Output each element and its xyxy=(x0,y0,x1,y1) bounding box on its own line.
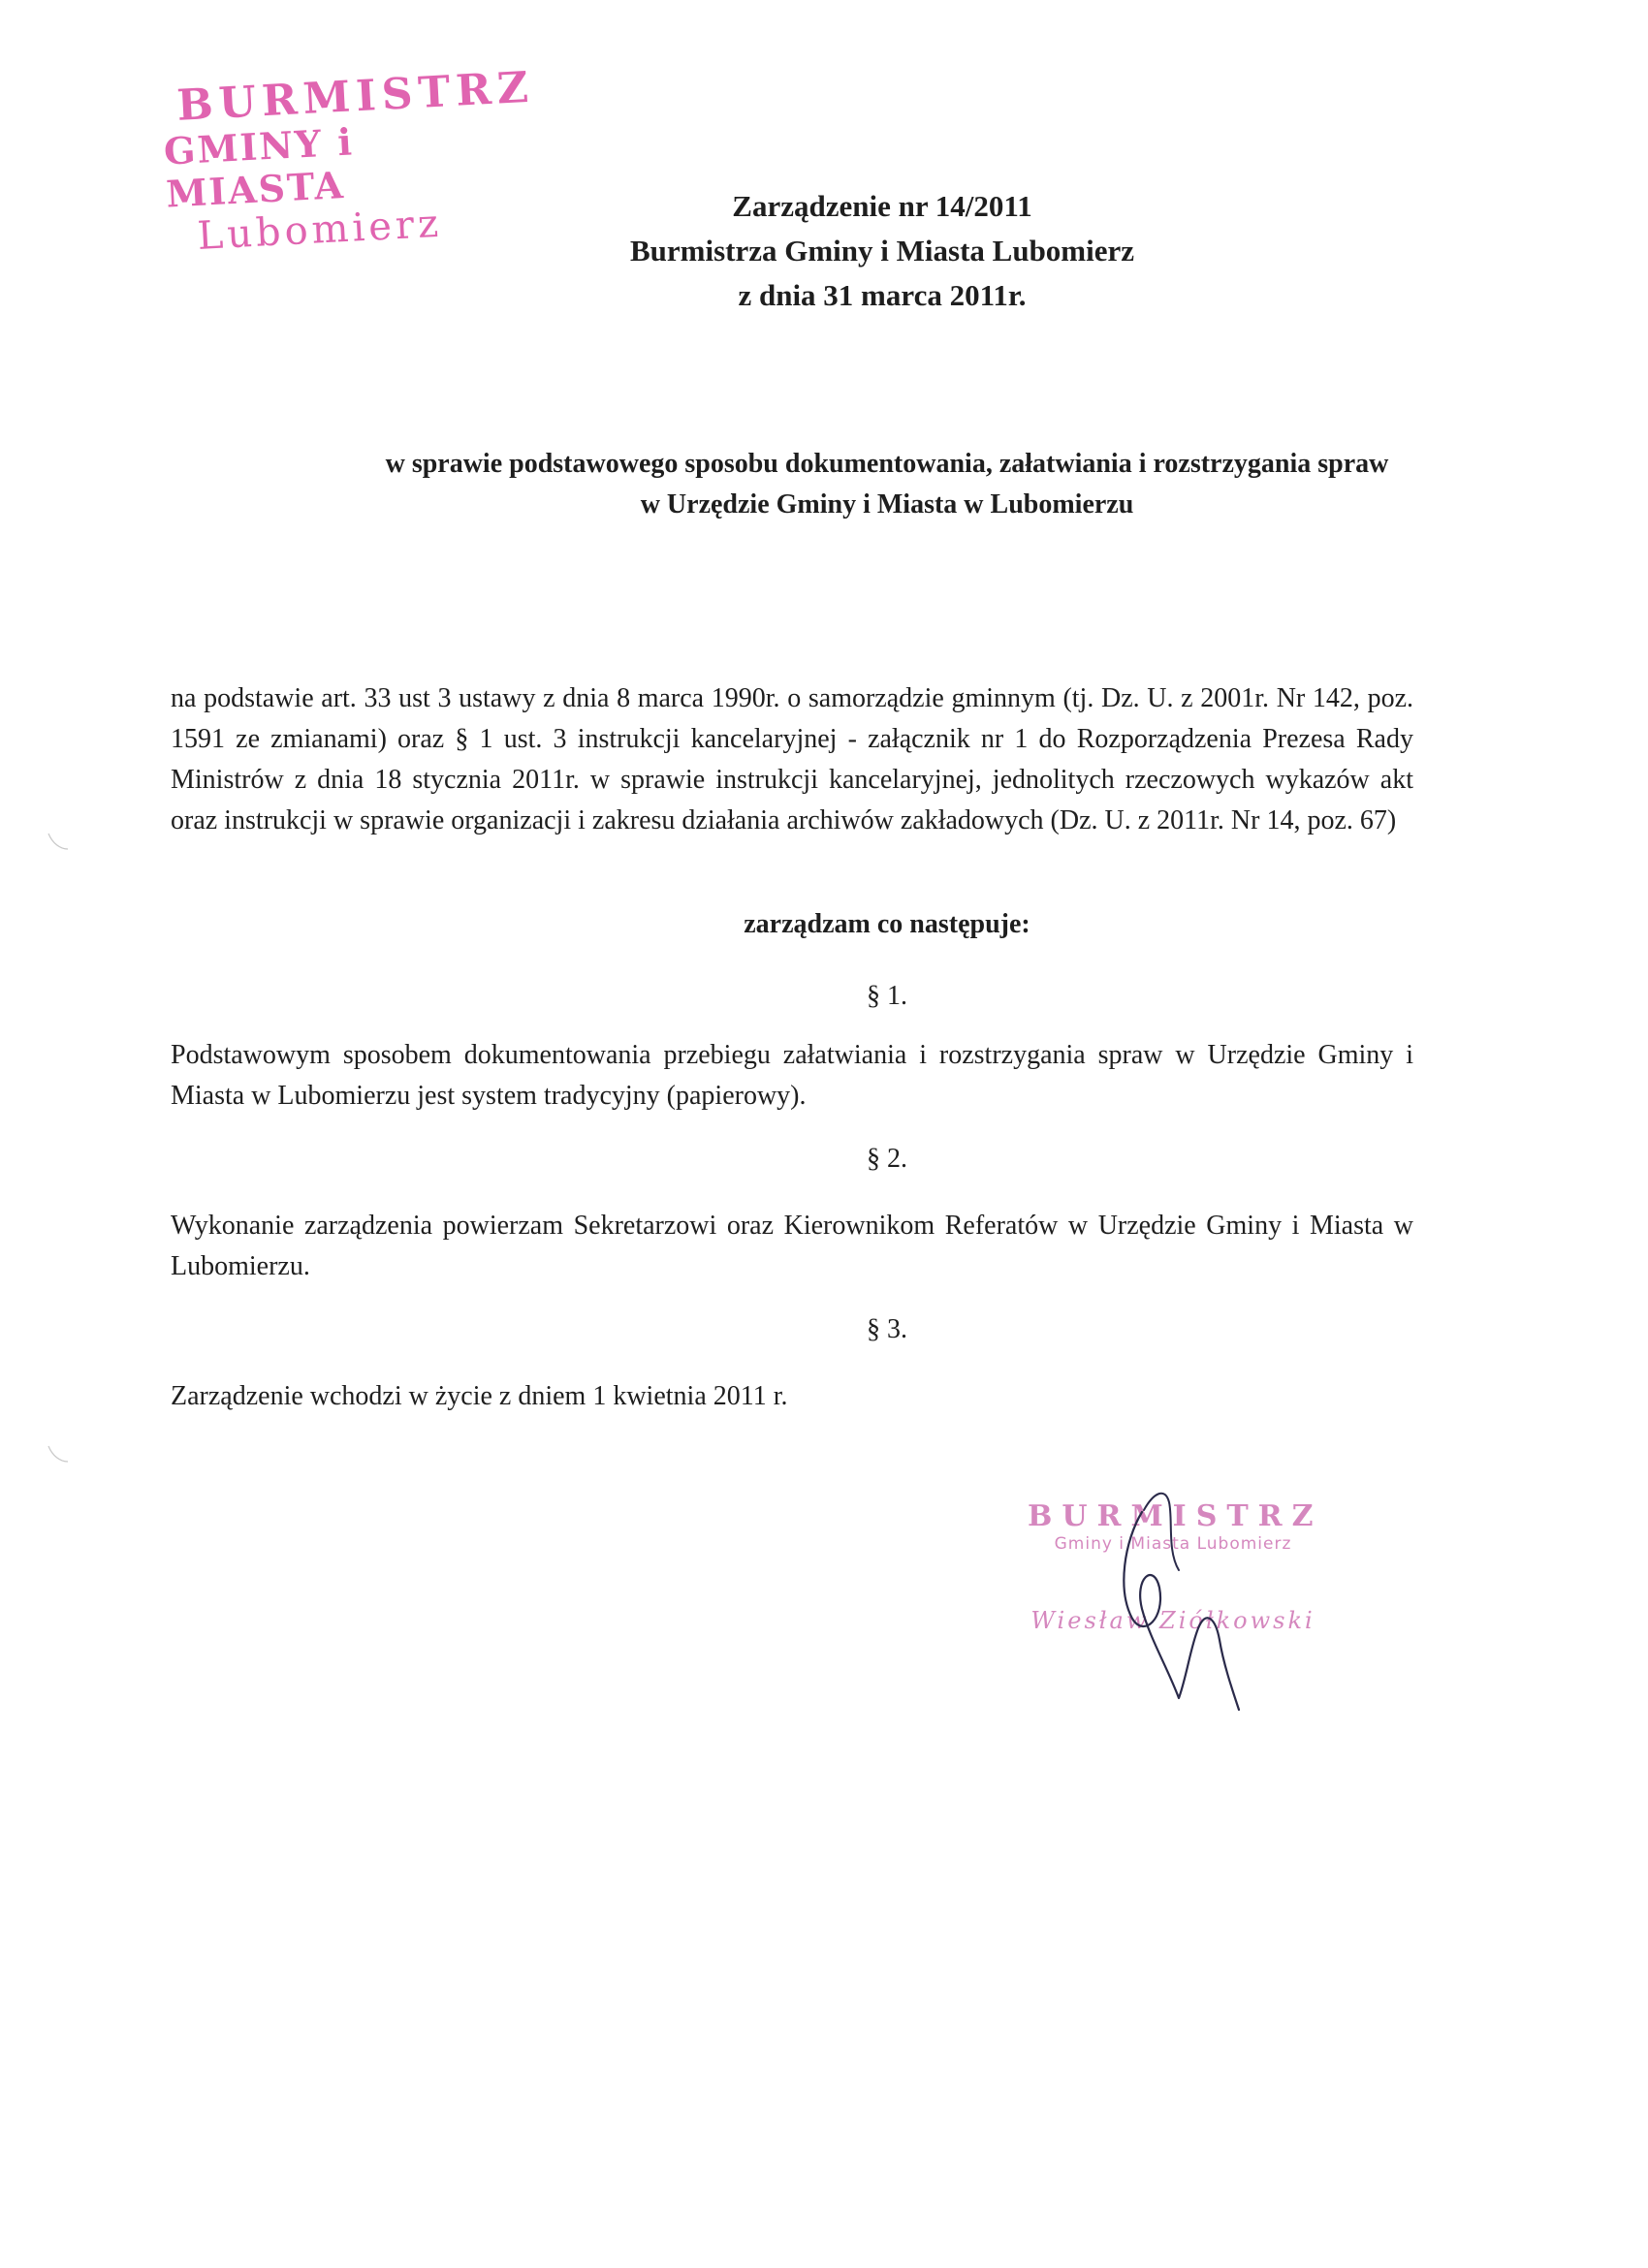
decree-line: zarządzam co następuje: xyxy=(744,909,1030,939)
legal-basis-paragraph: na podstawie art. 33 ust 3 ustawy z dnia 8 marca 1990r. o samorządzie gminnym (tj. Dz. U. z 2001r. Nr 142, poz. 1591 ze zmianami) oraz § 1 ust. 3 instrukcji kancelaryjnej - załącznik nr 1 do Rozporządzenia Prezesa Rady Ministrów z dnia 18 stycznia 2011r. w sprawie instrukcji kancelaryjnej, jednolitych rzeczowych wykazów akt oraz instrukcji w sprawie organizacji i zakresu działania archiwów zakładowych (Dz. U. z 2011r. Nr 14, poz. 67) xyxy=(171,683,1413,835)
section-1-heading: § 1. xyxy=(867,981,907,1011)
punch-mark-icon xyxy=(47,830,70,853)
subject-line-2: w Urzędzie Gminy i Miasta w Lubomierzu xyxy=(640,489,1134,520)
document-title xyxy=(0,184,1648,318)
title-line-1: Zarządzenie nr 14/2011 xyxy=(732,189,1032,223)
title-line-3: z dnia 31 marca 2011r. xyxy=(738,278,1027,312)
section-1-text: Podstawowym sposobem dokumentowania przebiegu załatwiania i rozstrzygania spraw w Urzędzie Gminy i Miasta w Lubomierzu jest system tradycyjny (papierowy). xyxy=(171,1040,1413,1111)
section-3-heading: § 3. xyxy=(867,1314,907,1344)
stamp-line-1: BURMISTRZ xyxy=(175,62,536,131)
stamp-line-3: Lubomierz xyxy=(196,201,444,259)
signature-stamp-line-1: BURMISTRZ xyxy=(1028,1499,1323,1533)
title-line-2: Burmistrza Gminy i Miasta Lubomierz xyxy=(629,234,1135,268)
document-subject xyxy=(0,444,1648,525)
section-2-text: Wykonanie zarządzenia powierzam Sekretarzowi oraz Kierownikom Referatów w Urzędzie Gminy i Miasta w Lubomierzu. xyxy=(171,1211,1413,1281)
section-3-text: Zarządzenie wchodzi w życie z dniem 1 kwietnia 2011 r. xyxy=(171,1381,788,1411)
section-2-heading: § 2. xyxy=(867,1144,907,1174)
subject-line-1: w sprawie podstawowego sposobu dokumentowania, załatwiania i rozstrzygania spraw xyxy=(385,449,1389,479)
signature-stamp-line-2: Gminy i Miasta Lubomierz xyxy=(1054,1534,1292,1554)
signature-stamp-name: Wiesław Ziółkowski xyxy=(1030,1607,1315,1634)
handwritten-signature xyxy=(1086,1473,1280,1716)
stamp-line-2: GMINY i MIASTA xyxy=(162,119,355,216)
punch-mark-icon xyxy=(47,1442,70,1465)
